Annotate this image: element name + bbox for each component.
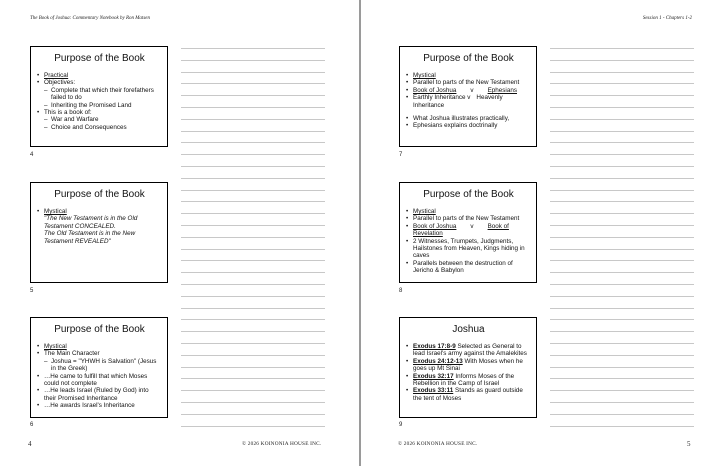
note-line [181, 331, 325, 332]
note-line [181, 296, 325, 297]
note-line [550, 390, 694, 391]
slide-title: Purpose of the Book [423, 53, 514, 64]
note-line [550, 48, 694, 49]
note-line [550, 343, 694, 344]
sub-bullet-item: – Joshua = "YHWH is Salvation" (Jesus in the Greek) [37, 358, 162, 373]
note-line [550, 119, 694, 120]
note-line [550, 319, 694, 320]
note-line [550, 154, 694, 155]
note-line [181, 378, 325, 379]
note-line [550, 131, 694, 132]
note-line [550, 296, 694, 297]
note-line [181, 178, 325, 179]
bullet-item: • Mystical [37, 208, 162, 215]
copyright: © 2026 KOINONIA HOUSE INC. [398, 441, 478, 447]
bullet-item: • Parallel to parts of the New Testament [406, 215, 531, 222]
slide-bullets [406, 72, 531, 130]
quote-line: "The New Testament is in the Old Testament CONCEALED. [44, 215, 138, 230]
note-line [181, 343, 325, 344]
note-line [181, 426, 325, 427]
bullet-item: • Objectives: [37, 79, 162, 86]
sub-bullet-item: – Inheriting the Promised Land [37, 102, 162, 109]
note-line [181, 249, 325, 250]
slide-title: Purpose of the Book [54, 53, 145, 64]
bullet-item: • The Main Character [37, 350, 162, 357]
note-line [181, 142, 325, 143]
slide-title: Joshua [452, 324, 485, 335]
note-line [550, 260, 694, 261]
note-line [550, 308, 694, 309]
note-line [181, 355, 325, 356]
bullet-item: • Parallels between the destruction of Jericho & Babylon [406, 260, 531, 275]
bullet-item: • Mystical [406, 208, 531, 215]
note-line [550, 201, 694, 202]
note-line [181, 414, 325, 415]
note-line [181, 131, 325, 132]
slide-5 [30, 182, 168, 283]
copyright: © 2026 KOINONIA HOUSE INC. [242, 441, 322, 447]
slide-bullets [37, 208, 162, 245]
note-line [550, 83, 694, 84]
note-line [181, 48, 325, 49]
bullet-item: • Earthly Inheritance v Heavenly Inheritance [406, 94, 531, 109]
slide-7 [399, 46, 537, 147]
note-line [550, 378, 694, 379]
note-line [181, 308, 325, 309]
note-line [550, 225, 694, 226]
note-line [550, 107, 694, 108]
slide-title: Purpose of the Book [54, 324, 145, 335]
left-page [0, 0, 359, 466]
note-line [550, 249, 694, 250]
slide-number: 4 [30, 152, 34, 158]
note-line [550, 166, 694, 167]
note-line [550, 142, 694, 143]
note-line [550, 60, 694, 61]
slide-number: 6 [30, 422, 34, 428]
note-line [181, 119, 325, 120]
note-line [181, 201, 325, 202]
slide-number: 5 [30, 288, 34, 294]
note-line [181, 284, 325, 285]
slide-4 [30, 46, 168, 147]
bullet-item: • …He awards Israel's Inheritance [37, 402, 162, 409]
note-line [181, 154, 325, 155]
note-line [550, 178, 694, 179]
note-line [550, 213, 694, 214]
note-line [181, 60, 325, 61]
slide-8 [399, 182, 537, 283]
note-line [181, 95, 325, 96]
slide-bullets [406, 343, 531, 402]
note-line [550, 414, 694, 415]
note-line [181, 402, 325, 403]
bullet-item: • Exodus 24:12-13 With Moses when he goes up Mt Sinai [406, 358, 531, 373]
running-head: Session 1 - Chapters 1-2 [642, 16, 692, 21]
note-line [550, 402, 694, 403]
note-line [550, 367, 694, 368]
bullet-item: • Practical [37, 72, 162, 79]
note-line [181, 225, 325, 226]
note-line [550, 355, 694, 356]
slide-number: 9 [399, 422, 403, 428]
bullet-item: • Book of Joshua v Book of Revelation [406, 223, 531, 238]
note-line [181, 190, 325, 191]
note-line [550, 426, 694, 427]
note-line [181, 107, 325, 108]
note-line [550, 190, 694, 191]
page-number: 4 [28, 440, 32, 448]
running-head: The Book of Joshua: Commentary Notebook by Ron Matsen [30, 16, 150, 21]
note-line [181, 272, 325, 273]
right-page [361, 0, 720, 466]
slide-9 [399, 317, 537, 418]
slide-bullets [37, 72, 162, 131]
sub-bullet-item: – Choice and Consequences [37, 124, 162, 131]
quote-line: The Old Testament is in the New Testament REVEALED" [44, 230, 136, 245]
note-line [550, 72, 694, 73]
note-line [550, 272, 694, 273]
bullet-item: • Exodus 33:11 Stands as guard outside the tent of Moses [406, 387, 531, 402]
note-line [181, 237, 325, 238]
note-line [550, 331, 694, 332]
note-line [181, 390, 325, 391]
slide-6 [30, 317, 168, 418]
note-line [550, 237, 694, 238]
bullet-item: • This is a book of: [37, 109, 162, 116]
bullet-item: • Mystical [406, 72, 531, 79]
bullet-item: • What Joshua illustrates practically, [406, 115, 531, 122]
slide-number: 7 [399, 152, 403, 158]
sub-bullet-item: – Complete that which their forefathers failed to do [37, 87, 162, 102]
slide-number: 8 [399, 288, 403, 294]
bullet-item: • Ephesians explains doctrinally [406, 122, 531, 129]
bullet-item: • Mystical [37, 343, 162, 350]
slide-title: Purpose of the Book [423, 189, 514, 200]
note-line [181, 367, 325, 368]
bullet-item: • …He came to fulfill that which Moses could not complete [37, 373, 162, 388]
note-line [181, 319, 325, 320]
sub-bullet-item: – War and Warfare [37, 116, 162, 123]
note-line [550, 284, 694, 285]
bullet-item: • …He leads Israel (Ruled by God) into their Promised Inheritance [37, 387, 162, 402]
note-line [181, 72, 325, 73]
bullet-item: • Exodus 32:17 Informs Moses of the Rebellion in the Camp of Israel [406, 373, 531, 388]
note-line [181, 83, 325, 84]
note-line [181, 260, 325, 261]
note-line [181, 166, 325, 167]
note-line [181, 213, 325, 214]
bullet-item: • Exodus 17:8-9 Selected as General to lead Israel's army against the Amalekites [406, 343, 531, 358]
bullet-item: • Book of Joshua v Ephesians [406, 87, 531, 94]
bullet-item: • Parallel to parts of the New Testament [406, 79, 531, 86]
slide-bullets [37, 343, 162, 410]
bullet-item: • 2 Witnesses, Trumpets, Judgments, Hailstones from Heaven, Kings hiding in caves [406, 238, 531, 260]
page-number: 5 [687, 440, 691, 448]
slide-bullets [406, 208, 531, 275]
note-line [550, 95, 694, 96]
slide-title: Purpose of the Book [54, 189, 145, 200]
